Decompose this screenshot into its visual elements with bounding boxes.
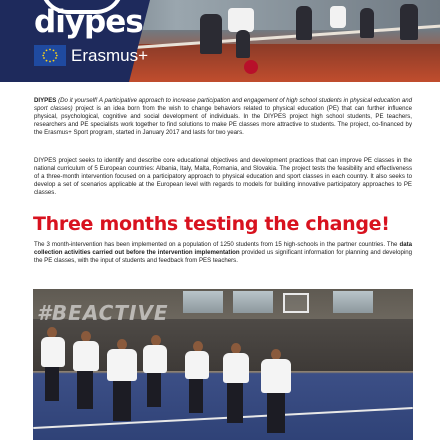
banner-student: [236, 30, 250, 58]
student-legs: [227, 383, 243, 423]
gym-window: [333, 291, 373, 313]
student-legs: [113, 381, 131, 421]
student: [41, 337, 65, 367]
erasmus-plus-label: Erasmus+: [71, 46, 148, 65]
gym-window: [183, 291, 223, 313]
header-banner: [0, 0, 440, 82]
student: [185, 351, 209, 379]
eu-flag-icon: [34, 45, 66, 66]
diypes-logo: diypes: [34, 4, 143, 40]
student-legs: [147, 373, 161, 407]
banner-ball: [244, 60, 258, 74]
student-legs: [267, 393, 285, 433]
gym-window: [233, 291, 273, 313]
student-legs: [189, 379, 203, 413]
banner-student: [200, 14, 222, 54]
intro-body: project is an idea born from the wish to change behaviors related to physical education (PE) that can further influence physical, psychological, cognitive and social development of individuals. In the DIYPES project high school students, PE teachers, researchers and PE specialists work together to find solutions to make PE classes more attractive to students. The project, co-financed by the Erasmus+ Sport program, started in January 2017 and lasts for two years.: [34, 104, 412, 136]
intervention-paragraph: [34, 241, 412, 265]
banner-student: [330, 6, 346, 28]
intervention-body-end: provided us significant information for planning and developing the PE classes, with the input of students and feedback from PES teachers.: [34, 248, 412, 264]
intro-lead-italic: (Do it yourself! A participative approach to increase participation and engagement of high school students in physical education and sport classes): [34, 97, 412, 112]
student-legs: [45, 367, 59, 401]
student: [223, 353, 249, 383]
banner-student: [228, 8, 254, 32]
section-heading: Three months testing the change!: [33, 213, 390, 235]
banner-student: [360, 8, 374, 38]
intro-lead: DIYPES: [34, 97, 57, 104]
basketball-hoop: [283, 293, 309, 313]
student: [143, 345, 167, 373]
student: [107, 349, 137, 381]
banner-student: [296, 6, 312, 40]
objectives-paragraph: DIYPES project seeks to identify and describe core educational objectives and development practices that can improve PE classes in the national curriculum of 5 European countries: Albania, Italy, Malta, Romania, and Slovakia. The project tests the feasibility and effectiveness of a three-month intervention focused on a participatory approach to physical education and sport classes in each country. It also seeks to develop a set of scenarios applicable at the European level with regards to models for building innovative participatory approaches to PE classes.: [34, 157, 412, 196]
student: [261, 359, 291, 393]
beactive-wall-text: #BEACTIVE: [37, 301, 169, 325]
intro-paragraph: [34, 97, 412, 137]
intervention-body-bold: data collection activities carried out before the intervention implementation: [34, 241, 412, 256]
student-legs: [77, 371, 93, 409]
court-line: [33, 407, 413, 429]
student: [73, 341, 99, 371]
banner-student: [400, 4, 418, 40]
intervention-body-start: The 3 month-intervention has been implemented on a population of 1250 students from 15 high-schools in the partner countries. The: [34, 241, 398, 248]
gym-photo: [33, 289, 413, 440]
